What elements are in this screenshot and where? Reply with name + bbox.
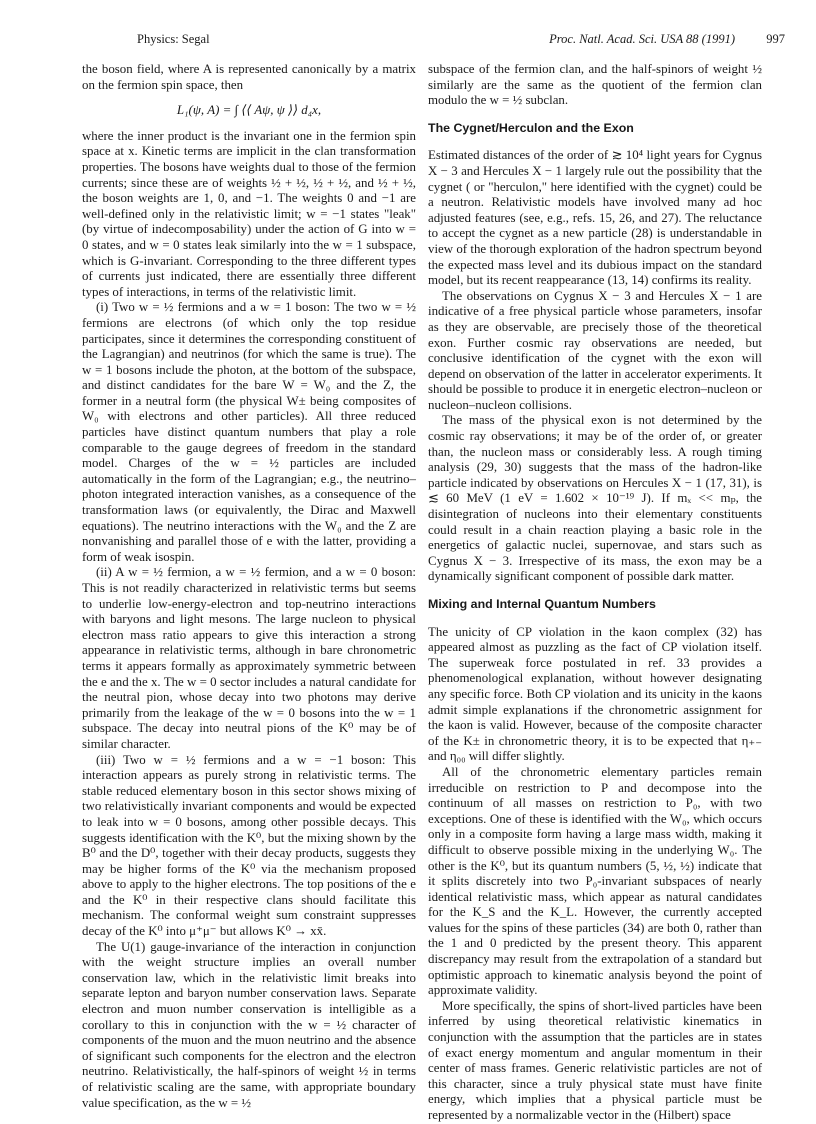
paragraph: The observations on Cygnus X − 3 and Hercules X − 1 are indicative of a free physical particle whose parameters, insofar as they are observable, are precisely those of the theoretical exon. Further cosmic ray observations are needed, but conclusive identification of the cygnet with the exon will depend on observation of the latter in accelerator experiments. It should be possible to produce it in energetic electron–nucleon or nucleon–nucleon collisions. [428, 288, 762, 412]
right-column [428, 62, 762, 1124]
paragraph-interaction-ii: (ii) A w = ½ fermion, a w = ½ fermion, and a w = 0 boson: This is not readily characterized in relativistic terms but seems to underlie low-energy-electron and top-neutrino interactions with baryons and light mesons. The large nucleon to physical electron mass ratio appears to give this interaction a strong appearance in relativistic terms, although in bare chronometric terms it appears formally as approximately symmetric between the e and the x. The w = 0 sector includes a natural candidate for the neutral pion, whose decay into two photons may derive primarily from the leakage of the w = 0 bosons into the w = 1 subspace. The decay into neutral pions of the K⁰ may be of similar character. [82, 565, 416, 751]
paragraph: Estimated distances of the order of ≳ 10⁴ light years for Cygnus X − 3 and Hercules X − 1 largely rule out the possibility that the cygnet ( or "herculon," here identified with the cygnet) could be a neutron. Relativistic models have involved many ad hoc adjusted features (see, e.g., refs. 15, 26, and 27). The reluctance to accept the cygnet as a new particle (28) is understandable in view of the thorough exploration of the hadron spectrum beyond the expected mass level and its dubious impact on the standard model, but its recent reappearance (13, 14) confirms its reality. [428, 148, 762, 288]
paragraph-interaction-i: (i) Two w = ½ fermions and a w = 1 boson: The two w = ½ fermions are electrons (of which only the top residue participates, since it determines the corresponding constituent of the Lagrangian) and neutrinos (for which the same is true). The w = 1 bosons include the photon, at the bottom of the subspace, and distinct candidates for the bare W = W₀ and the Z, the former in a neutral form (the physical W± being composites of W₀ with electrons and other particles). All three reduced particles have distinct quantum numbers that play a role comparable to the gauge degrees of freedom in the standard model. Charges of the w = ½ particles are included automatically in the form of the Lagrangian; e.g., the neutrino–photon integrated interaction vanishes, as a consequence of the transformation laws (or equivalently, the Dirac and Maxwell equations). The neutrino interactions with the W₀ and the Z are nonvanishing and parallel those of e with the latter, providing a form of weak isospin. [82, 300, 416, 564]
section-heading-cygnet: The Cygnet/Herculon and the Exon [428, 120, 634, 135]
paragraph: The mass of the physical exon is not determined by the cosmic ray observations; it may be of the order of, or greater than, the nucleon mass or considerably less. A rough timing analysis (29, 30) suggests that the mass of the hadron-like particle indicated by observations on Hercules X − 1 (17, 31), is ≲ 60 MeV (1 eV = 1.602 × 10⁻¹⁹ J). If mₓ << mₚ, the disintegration of nucleons into their elementary constituents could result in a chain reaction playing a basic role in the energetics of galactic nuclei, supernovae, and stars such as Cygnus X − 3. Irrespective of its mass, the exon may be a dynamically significant component of possible dark matter. [428, 413, 762, 584]
lagrangian-equation: L₁(ψ, A) = ∫ ⟨⟨ Aψ, ψ ⟩⟩ d₄x, [176, 103, 322, 118]
left-column [82, 62, 416, 1111]
header-section-label: Physics: Segal [137, 32, 210, 46]
running-header [131, 32, 785, 52]
paragraph: where the inner product is the invariant one in the fermion spin space at x. Kinetic terms are implicit in the clan transformation properties. The bosons have weights dual to those of the fermion currents; since these are of weights ½ + ½, ½ + ½, and ½ + ½, the boson weights are 1, 0, and −1. The weights 0 and −1 are well-defined only in the relativistic limit; w = −1 states "leak" (by virtue of indecomposability) under the action of G into w = 0 states, and w = 0 states leak similarly into the w = 1 subspace, which is G-invariant. Corresponding to the three different types of currents just indicated, there are essentially three different types of interactions, in terms of the relativistic limit. [82, 128, 416, 299]
paragraph-interaction-iii: (iii) Two w = ½ fermions and a w = −1 boson: This interaction appears as purely strong in relativistic terms. The stable reduced elementary boson in this sector shows mixing of two relativistically invariant components and would be expected to leak into w = 0 bosons, among other possible decays. This suggests identification with the K⁰, but the mixing shown by the B⁰ and the D⁰, together with their decay products, suggests they may be higher forms of the K⁰ via the mechanism proposed above to apply to the higher electrons. The top positions of the e and the K⁰ in their respective clans should facilitate this mechanism. The conformal weight sum constraint suppresses decay of the K⁰ into μ⁺μ⁻ but allows K⁰ → xx̄. [82, 752, 416, 939]
section-heading-mixing: Mixing and Internal Quantum Numbers [428, 597, 656, 611]
paragraph: All of the chronometric elementary particles remain irreducible on restriction to P and decompose into the continuum of all masses on restriction to P₀, with two exceptions. One of these is identified with the W₀, which occurs only in a composite form having a large mass width, making it difficult to observe possible mixing in the underlying W₀. The other is the K⁰, but its quantum numbers (5, ½, ½) indicate that it splits discretely into two P₀-invariant subspaces of nearly identical relativistic mass, which appear as natural candidates for the K_S and the K_L. However, the currently accepted values for the spins of these particles (34) are both 0, rather than the 1 and 0 predicted by the present theory. This apparent discrepancy may result from the extrapolation of a standard but optimistic approach to kinematic analysis beyond the point of approximate validity. [428, 764, 762, 998]
page-number: 997 [766, 32, 785, 46]
paragraph: The U(1) gauge-invariance of the interaction in conjunction with the weight structure implies an overall number conservation law, which in the relativistic limit breaks into separate lepton and baryon number conservation laws. Separate electron and muon number conservation is intelligible as a corollary to this in conjunction with the w = ½ character of components of the muon and the muon neutrino and the absence of significant such components for the electron and the electron neutrino. Relativistically, the half-spinors of weight ½ in terms of relativistic scaling are the same, with appropriate boundary value specification, as the w = ½ [82, 939, 416, 1110]
paragraph: The unicity of CP violation in the kaon complex (32) has appeared almost as puzzling as the fact of CP violation itself. The superweak force postulated in ref. 33 provides a phenomenological explanation, without however designating any specific force. Both CP violation and its unicity in the kaons admit simple explanations if the chronometric assignment for the kaon is valid. However, because of the composite character of the K± in chronometric theory, it is to be expected that η₊₋ and η₀₀ will differ slightly. [428, 624, 762, 764]
paragraph: the boson field, where A is represented canonically by a matrix on the fermion spin space, then [82, 62, 416, 92]
paragraph: subspace of the fermion clan, and the half-spinors of weight ½ similarly are the same as the quotient of the fermion clan modulo the w = ½ subclan. [428, 62, 762, 108]
header-journal-citation: Proc. Natl. Acad. Sci. USA 88 (1991) [549, 32, 735, 46]
paragraph: More specifically, the spins of short-lived particles have been inferred by using theoretical relativistic kinematics in conjunction with the assumption that the particles are in states of exact energy momentum and angular momentum in their center of mass frames. Generic relativistic particles are not of this character, since a truly physical state must have finite energy, which implies that a physical particle must be represented by a normalizable vector in the (Hilbert) space [428, 998, 762, 1122]
